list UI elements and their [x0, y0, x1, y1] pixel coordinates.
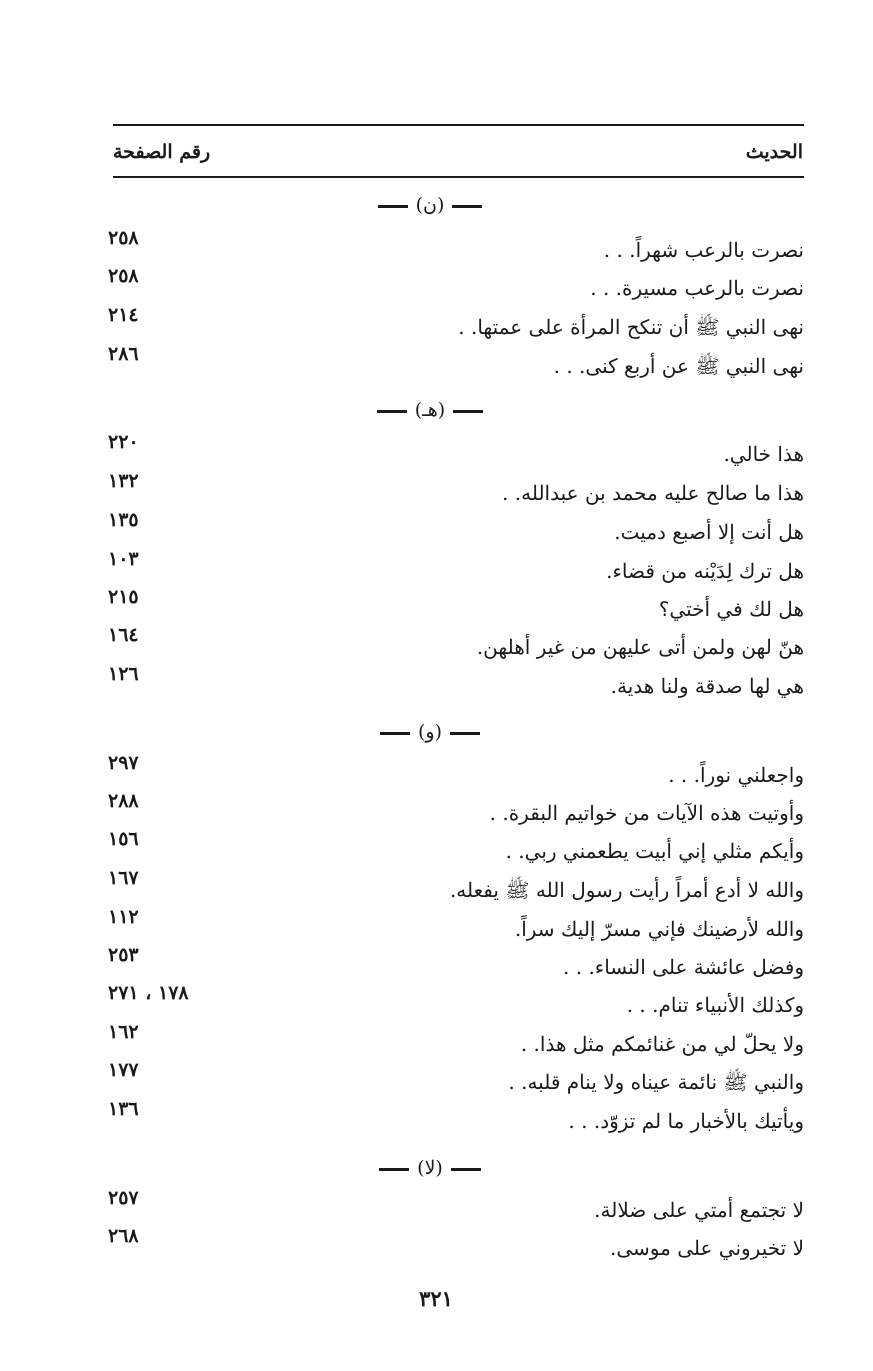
page-reference: ١٣٦ [108, 1098, 139, 1120]
index-entry [108, 431, 804, 475]
dash-decoration [377, 410, 407, 413]
hadith-text: وفضل عائشة على النساء. . . [563, 955, 804, 979]
hadith-text: واجعلني نوراً. . . [668, 763, 804, 787]
header-underline [113, 176, 804, 178]
hadith-text: وأيكم مثلي إني أبيت يطعمني ربي. . [505, 839, 804, 863]
index-entry [108, 548, 804, 592]
page-reference: ١٦٧ [108, 867, 139, 889]
page-number: ٣٢١ [419, 1286, 453, 1311]
index-entry [108, 1225, 804, 1269]
hadith-text: وأوتيت هذه الآيات من خواتيم البقرة. . [489, 801, 804, 825]
page-reference: ٢٢٠ [108, 431, 139, 453]
index-entry [108, 227, 804, 271]
index-entry [108, 944, 804, 988]
section-letter: (و) [417, 721, 442, 743]
page-reference: ١٠٣ [108, 548, 139, 570]
column-header-hadith: الحديث [745, 141, 803, 163]
dash-decoration [453, 410, 483, 413]
column-header-page-number: رقم الصفحة [113, 141, 211, 163]
page-reference: ١٦٢ [108, 1021, 139, 1043]
page-reference: ٢٨٨ [108, 790, 139, 812]
hadith-text: لا تخيروني على موسى. [610, 1236, 804, 1260]
page-reference: ١٣٥ [108, 509, 139, 531]
index-entry [108, 343, 804, 387]
section-letter: (لا) [417, 1157, 443, 1179]
index-entry [108, 1098, 804, 1142]
hadith-text: ولا يحلّ لي من غنائمكم مثل هذا. . [520, 1032, 804, 1056]
page-reference: ٢٥٧ [108, 1187, 139, 1209]
index-entry [108, 304, 804, 348]
hadith-text: هل أنت إلا أصبع دميت. [614, 520, 804, 544]
hadith-text: نهى النبي ﷺ أن تنكح المرأة على عمتها. . [458, 315, 804, 339]
section-heading-ha [300, 397, 560, 423]
page-reference: ٢٩٧ [108, 752, 139, 774]
index-entry [108, 509, 804, 553]
index-entry [108, 586, 804, 630]
index-entry [108, 265, 804, 309]
index-entry [108, 982, 804, 1026]
page-reference: ١٣٢ [108, 470, 139, 492]
index-entry [108, 624, 804, 668]
hadith-text: والنبي ﷺ نائمة عيناه ولا ينام قلبه. . [508, 1070, 804, 1094]
page-reference: ٢٥٣ [108, 944, 139, 966]
page-reference: ١١٢ [108, 906, 139, 928]
index-entry [108, 790, 804, 834]
section-heading-lam-alif [300, 1155, 560, 1181]
index-entry [108, 906, 804, 950]
page-reference: ١٧٨ ، ٢٧١ [108, 982, 189, 1004]
section-heading-waw [300, 719, 560, 745]
top-rule [113, 124, 804, 126]
page-reference: ٢٨٦ [108, 343, 139, 365]
index-entry [108, 828, 804, 872]
dash-decoration [378, 205, 408, 208]
section-letter: (هـ) [414, 399, 446, 421]
index-entry [108, 470, 804, 514]
hadith-text: هي لها صدقة ولنا هدية. [610, 674, 804, 698]
page-reference: ١٢٦ [108, 663, 139, 685]
hadith-text: والله لأرضينك فإني مسرّ إليك سراً. [514, 917, 804, 941]
page-reference: ١٥٦ [108, 828, 139, 850]
index-entry [108, 1059, 804, 1103]
section-heading-noon [300, 192, 560, 218]
page-reference: ٢٥٨ [108, 227, 139, 249]
dash-decoration [451, 1168, 481, 1171]
page-reference: ٢١٤ [108, 304, 139, 326]
hadith-text: وكذلك الأنبياء تنام. . . [626, 993, 804, 1017]
hadith-text: والله لا أدع أمراً رأيت رسول الله ﷺ يفعله. [449, 878, 804, 902]
section-letter: (ن) [415, 194, 445, 216]
hadith-text: هل لك في أختي؟ [658, 597, 804, 621]
index-entry [108, 1021, 804, 1065]
page-reference: ١٧٧ [108, 1059, 139, 1081]
hadith-text: هنّ لهن ولمن أتى عليهن من غير أهلهن. [476, 635, 804, 659]
dash-decoration [380, 732, 410, 735]
hadith-text: نصرت بالرعب مسيرة. . . [590, 276, 804, 300]
hadith-text: نهى النبي ﷺ عن أربع كنى. . . [553, 354, 804, 378]
index-entry [108, 663, 804, 707]
dash-decoration [450, 732, 480, 735]
hadith-text: لا تجتمع أمتي على ضلالة. [594, 1198, 804, 1222]
page-reference: ٢٥٨ [108, 265, 139, 287]
dash-decoration [379, 1168, 409, 1171]
index-entry [108, 867, 804, 911]
page-reference: ١٦٤ [108, 624, 139, 646]
hadith-text: هذا خالي. [723, 442, 804, 466]
hadith-text: هذا ما صالح عليه محمد بن عبدالله. . [502, 481, 804, 505]
page-reference: ٢٦٨ [108, 1225, 139, 1247]
index-entry [108, 752, 804, 796]
hadith-text: نصرت بالرعب شهراً. . . [603, 238, 804, 262]
page-reference: ٢١٥ [108, 586, 139, 608]
dash-decoration [452, 205, 482, 208]
hadith-text: هل ترك لِدَيْنه من قضاء. [606, 559, 804, 583]
index-entry [108, 1187, 804, 1231]
hadith-text: ويأتيك بالأخبار ما لم تزوّد. . . [568, 1109, 804, 1133]
